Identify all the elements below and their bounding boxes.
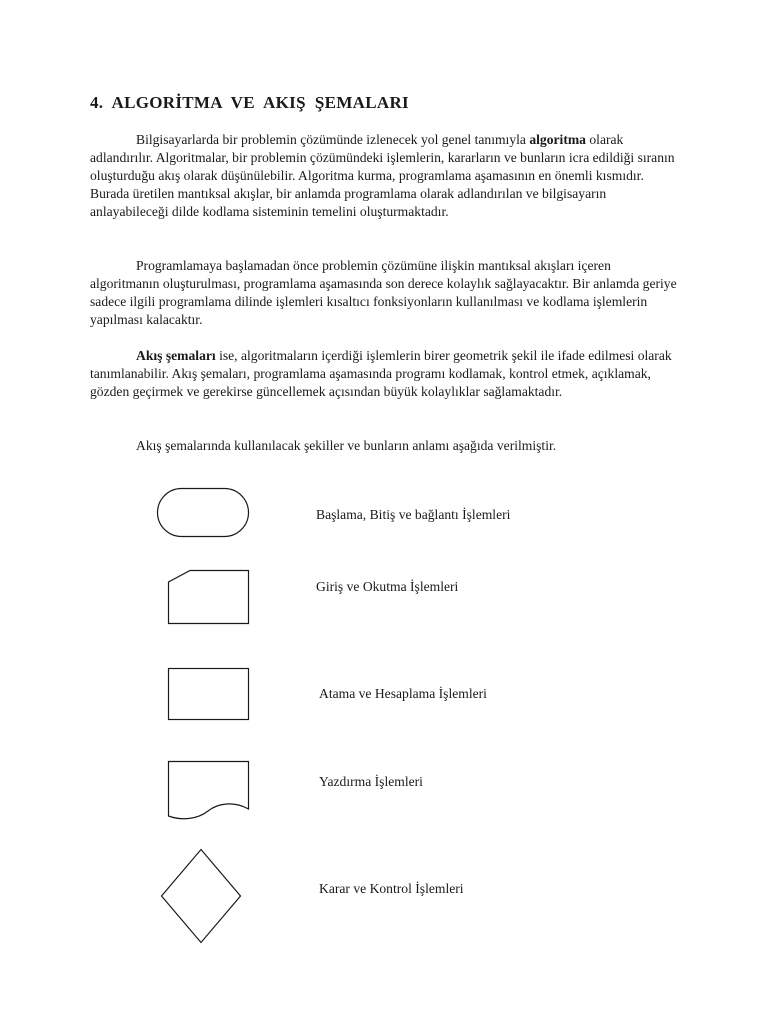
paragraph-text: Programlamaya başlamadan önce problemin çözümüne ilişkin mantıksal akışları içeren algoritmanın oluşturulması, programlama aşamasında son derece kolaylık sağlayacaktır. Bir anlamda geriye sadece ilgili programlama dilinde işlemleri kısaltıcı fonksiyonların kullanılması ve kodlama işlemlerin yapılması kalacaktır. <box>90 258 677 327</box>
manual-input-symbol <box>168 570 249 624</box>
paragraph-algorithm-definition <box>90 131 680 221</box>
bold-term-algoritma: algoritma <box>529 132 586 147</box>
paragraph-text: Bilgisayarlarda bir problemin çözümünde izlenecek yol genel tanımıyla <box>136 132 530 147</box>
manual-input-label: Giriş ve Okutma İşlemleri <box>316 579 459 594</box>
document-label: Yazdırma İşlemleri <box>319 774 423 789</box>
terminator-symbol <box>157 488 249 538</box>
section-heading: 4. ALGORİTMA VE AKIŞ ŞEMALARI <box>90 93 409 112</box>
process-symbol <box>168 668 249 720</box>
bold-term-akis-semalari: Akış şemaları <box>136 348 216 363</box>
terminator-label: Başlama, Bitiş ve bağlantı İşlemleri <box>316 507 511 522</box>
decision-symbol <box>161 849 241 943</box>
document-symbol <box>168 761 249 821</box>
paragraph-text: Akış şemalarında kullanılacak şekiller ve bunların anlamı aşağıda verilmiştir. <box>136 438 557 453</box>
paragraph-programming-preparation <box>90 257 680 329</box>
paragraph-symbols-intro <box>90 437 680 455</box>
paragraph-flowchart-definition <box>90 347 680 401</box>
paragraph-text: ise, algoritmaların içerdiği işlemlerin birer geometrik şekil ile ifade edilmesi olarak tanımlanabilir. Akış şemaları, programlama aşamasında programı kodlamak, kontrol etmek, açıklamak, gözden geçirmek ve gerekirse güncellemek açısından büyük kolaylıklar sağlamaktadır. <box>90 348 672 399</box>
decision-label: Karar ve Kontrol İşlemleri <box>319 881 464 896</box>
paragraph-text: olarak adlandırılır. Algoritmalar, bir problemin çözümündeki işlemlerin, kararların ve bunların icra edildiği sıranın oluşturduğu akış olarak düşünülebilir. Algoritma kurma, programlama aşamasının en önemli kısmıdır. Burada üretilen mantıksal akışlar, bir anlamda programlama olarak adlandırılan ve bilgisayarın anlayabileceği dilde kodlama sisteminin temelini oluşturmaktadır. <box>90 132 675 219</box>
process-label: Atama ve Hesaplama İşlemleri <box>319 686 487 701</box>
